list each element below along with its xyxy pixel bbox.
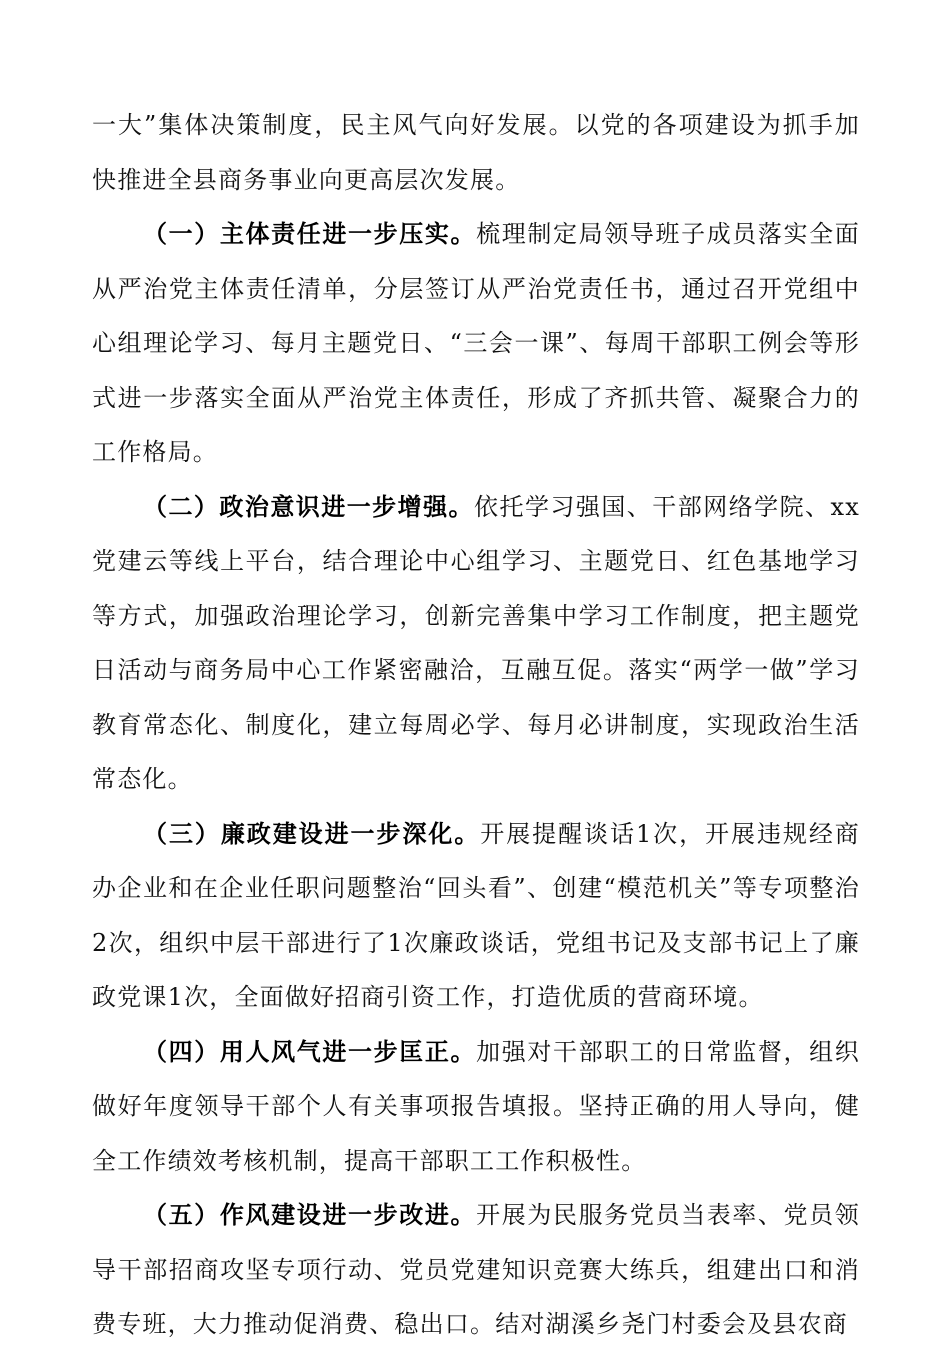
paragraph-section-3	[92, 807, 860, 1025]
paragraph-body: 一大”集体决策制度，民主风气向好发展。以党的各项建设为抓手加快推进全县商务事业向更高层次发展。	[92, 111, 860, 194]
section-heading: （三）廉政建设进一步深化。	[143, 819, 481, 848]
paragraph-body: 依托学习强国、干部网络学院、xx党建云等线上平台，结合理论中心组学习、主题党日、红色基地学习等方式，加强政治理论学习，创新完善集中学习工作制度，把主题党日活动与商务局中心工作紧密融洽，互融互促。落实“两学一做”学习教育常态化、制度化，建立每周必学、每月必讲制度，实现政治生活常态化。	[92, 492, 860, 793]
paragraph-section-1	[92, 207, 860, 480]
document-body	[92, 98, 860, 1352]
paragraph-section-5	[92, 1188, 860, 1352]
section-heading: （二）政治意识进一步增强。	[143, 492, 475, 521]
paragraph-section-2	[92, 480, 860, 807]
paragraph-body: 加强对干部职工的日常监督，组织做好年度领导干部个人有关事项报告填报。坚持正确的用人导向，健全工作绩效考核机制，提高干部职工工作积极性。	[92, 1037, 860, 1175]
paragraph-body: 开展为民服务党员当表率、党员领导干部招商攻坚专项行动、党员党建知识竞赛大练兵，组建出口和消费专班，大力推动促消费、稳出口。结对湖溪乡尧门村委会及县农商	[92, 1201, 860, 1338]
paragraph-section-4	[92, 1025, 860, 1189]
paragraph-body: 梳理制定局领导班子成员落实全面从严治党主体责任清单，分层签订从严治党责任书，通过召开党组中心组理论学习、每月主题党日、“三会一课”、每周干部职工例会等形式进一步落实全面从严治党主体责任，形成了齐抓共管、凝聚合力的工作格局。	[92, 220, 860, 466]
section-heading: （一）主体责任进一步压实。	[143, 220, 477, 248]
section-heading: （四）用人风气进一步匡正。	[143, 1037, 477, 1066]
paragraph-continuation	[92, 98, 860, 207]
paragraph-body: 开展提醒谈话1次，开展违规经商办企业和在企业任职问题整治“回头看”、创建“模范机关”等专项整治2次，组织中层干部进行了1次廉政谈话，党组书记及支部书记上了廉政党课1次，全面做好招商引资工作，打造优质的营商环境。	[92, 819, 860, 1011]
section-heading: （五）作风建设进一步改进。	[143, 1201, 477, 1229]
